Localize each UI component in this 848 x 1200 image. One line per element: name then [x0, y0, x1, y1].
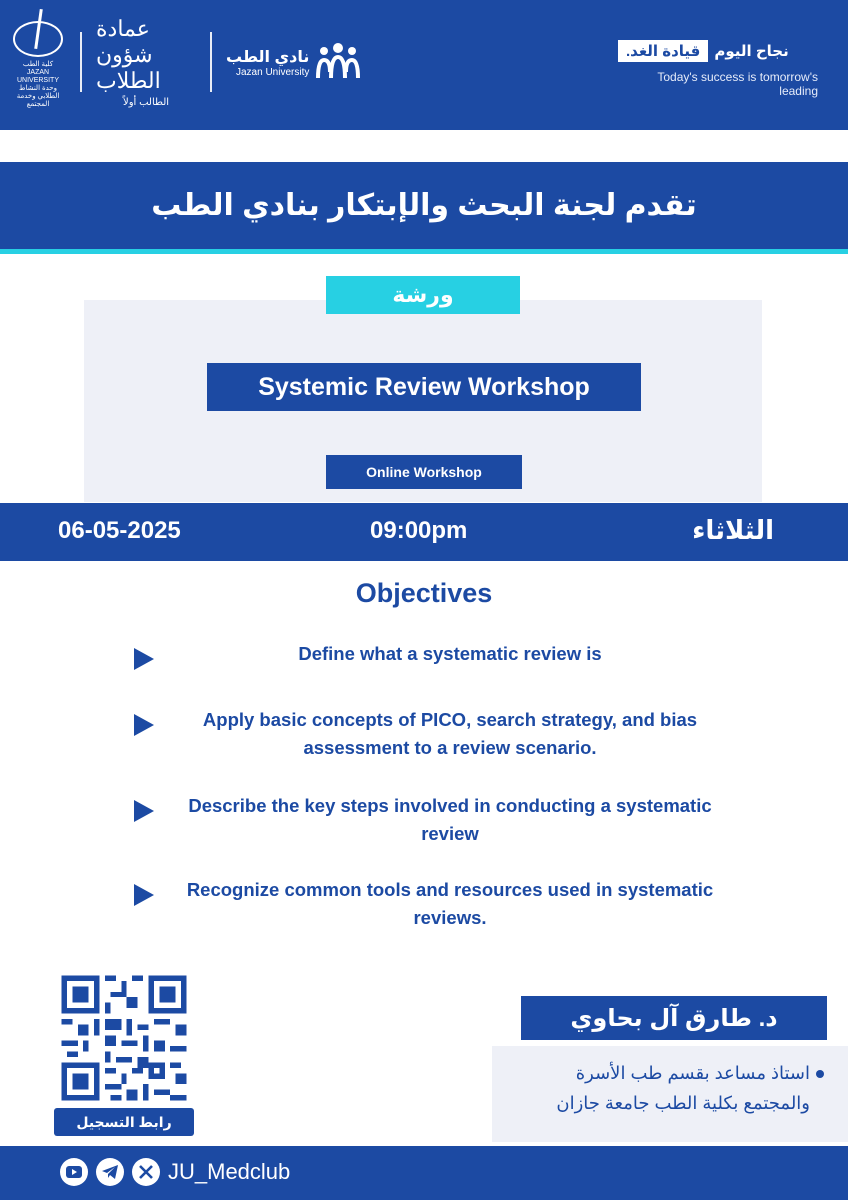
play-arrow-icon: [134, 800, 154, 822]
objective-item: [130, 876, 730, 956]
objective-text: Apply basic concepts of PICO, search strategy, and bias assessment to a review scenario.: [202, 709, 698, 758]
bullet-icon: [816, 1070, 824, 1078]
youtube-icon[interactable]: [60, 1158, 88, 1186]
university-seal-logo: [10, 15, 66, 109]
footer: [0, 1146, 848, 1200]
workshop-title: Systemic Review Workshop: [207, 363, 641, 411]
play-arrow-icon: [134, 648, 154, 670]
objectives-list: [130, 640, 730, 956]
slogan-ar-1: نجاح اليوم: [714, 43, 789, 60]
speaker-info: [492, 1046, 848, 1142]
registration-link-label[interactable]: رابط التسجيل: [54, 1108, 194, 1136]
speaker-description: استاذ مساعد بقسم طب الأسرة والمجتمع بكلية الطب جامعة جازان: [556, 1063, 810, 1113]
med-club-logo: [226, 42, 361, 82]
logo-divider: [210, 32, 212, 92]
header: [0, 0, 848, 130]
play-arrow-icon: [134, 714, 154, 736]
header-logos: [10, 12, 361, 112]
telegram-icon[interactable]: [96, 1158, 124, 1186]
people-icon: [315, 42, 361, 82]
slogan: [618, 40, 818, 98]
registration-qr-code[interactable]: [56, 970, 192, 1106]
objective-text: Recognize common tools and resources used in systematic reviews.: [186, 879, 714, 928]
online-workshop-badge: Online Workshop: [326, 455, 522, 489]
play-arrow-icon: [134, 884, 154, 906]
title-bar: [0, 162, 848, 254]
social-handle[interactable]: JU_Medclub: [168, 1159, 291, 1184]
seal-icon: [13, 21, 63, 57]
logo-divider: [80, 32, 82, 92]
objective-item: [130, 706, 730, 792]
event-date: 06-05-2025: [58, 517, 181, 544]
social-icons: [60, 1158, 160, 1186]
event-time: 09:00pm: [370, 517, 468, 544]
objective-text: Describe the key steps involved in conducting a systematic review: [188, 795, 712, 844]
page-title: تقدم لجنة البحث والإبتكار بنادي الطب: [151, 189, 697, 222]
event-day: الثلاثاء: [692, 515, 774, 545]
club-name-en: Jazan University: [236, 66, 310, 78]
student-affairs-logo: [96, 16, 196, 108]
x-icon[interactable]: [132, 1158, 160, 1186]
student-affairs-logo-text: عمادة شؤون الطلاب: [96, 16, 161, 94]
slogan-ar-2: قيادة الغد.: [618, 40, 708, 62]
objectives-heading: Objectives: [355, 578, 493, 608]
workshop-tag: ورشة: [326, 276, 520, 314]
speaker-name: د. طارق آل بحاوي: [521, 996, 827, 1040]
objective-item: [130, 640, 730, 692]
seal-text: كلية الطب JAZAN UNIVERSITY وحدة النشاط الطلابي وخدمة المجتمع: [16, 61, 60, 108]
slogan-en: Today's success is tomorrow's leading: [657, 70, 818, 98]
student-affairs-logo-sub: الطالب أولاً: [122, 96, 170, 108]
schedule-bar: [0, 503, 848, 561]
objective-text: Define what a systematic review is: [298, 643, 602, 664]
objective-item: [130, 792, 730, 876]
club-name-ar: نادي الطب: [226, 48, 310, 66]
